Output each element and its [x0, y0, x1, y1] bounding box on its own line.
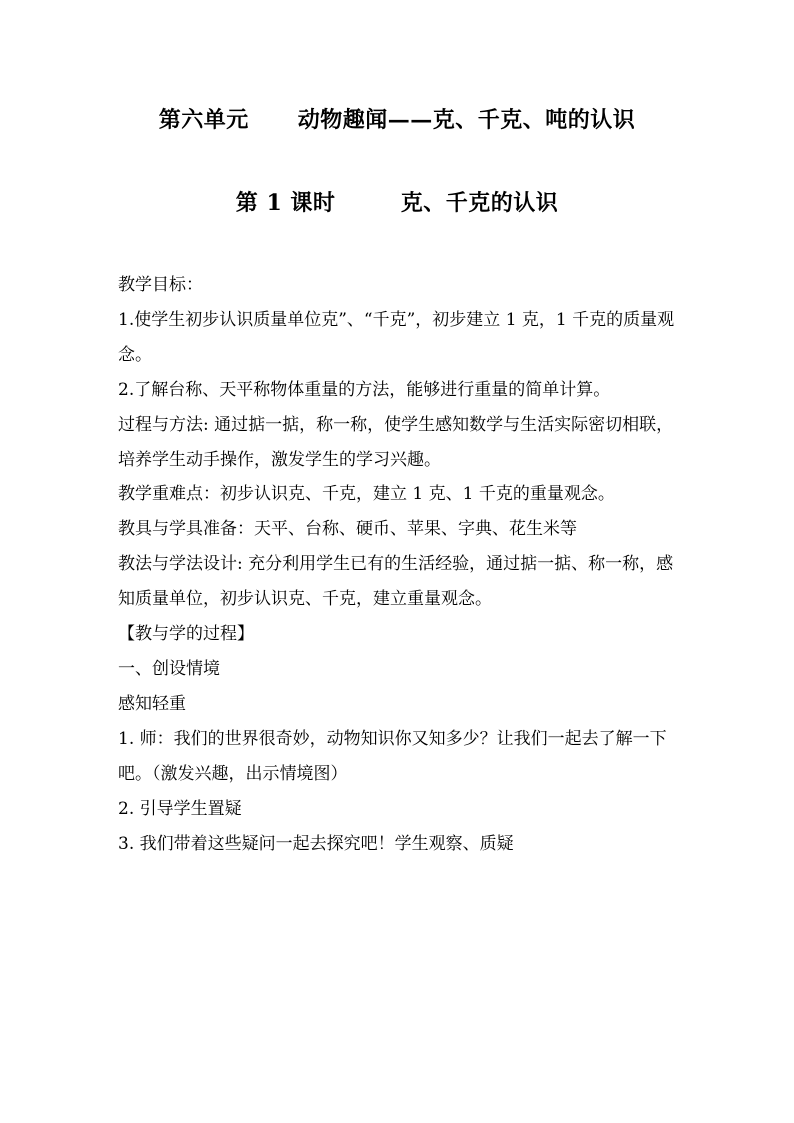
subsection-heading: 感知轻重: [118, 693, 186, 714]
step-2: 2. 引导学生置疑: [118, 798, 242, 819]
key-difficulties: 教学重难点：初步认识克、千克，建立 1 克、1 千克的重量观念。: [118, 484, 615, 505]
lesson-body: [118, 268, 688, 861]
step-3: 3. 我们带着这些疑问一起去探究吧！学生观察、质疑: [118, 833, 514, 854]
unit-title: 第六单元 动物趣闻——克、千克、吨的认识: [158, 107, 636, 133]
materials: 教具与学具准备：天平、台称、硬币、苹果、字典、花生米等: [118, 519, 577, 540]
objective-1: 1.使学生初步认识质量单位克”、“千克”，初步建立 1 克，1 千克的质量观念。: [118, 309, 675, 365]
lesson-title: 第 1 课时 克、千克的认识: [235, 190, 559, 216]
process-heading: 【教与学的过程】: [118, 624, 254, 645]
objectives-heading: 教学目标：: [118, 275, 203, 295]
section-1-heading: 一、创设情境: [118, 658, 220, 679]
method-design: 教法与学法设计: 充分利用学生已有的生活经验，通过掂一掂、称一称，感知质量单位，初步认识克、千克，建立重量观念。: [118, 554, 674, 610]
objective-2: 2.了解台称、天平称物体重量的方法，能够进行重量的简单计算。: [118, 379, 611, 400]
process-method: 过程与方法: 通过掂一掂，称一称，使学生感知数学与生活实际密切相联，培养学生动手操作，激发学生的学习兴趣。: [118, 414, 674, 470]
step-1: 1. 师：我们的世界很奇妙，动物知识你又知多少？让我们一起去了解一下吧。（激发兴趣，出示情境图）: [118, 728, 667, 784]
